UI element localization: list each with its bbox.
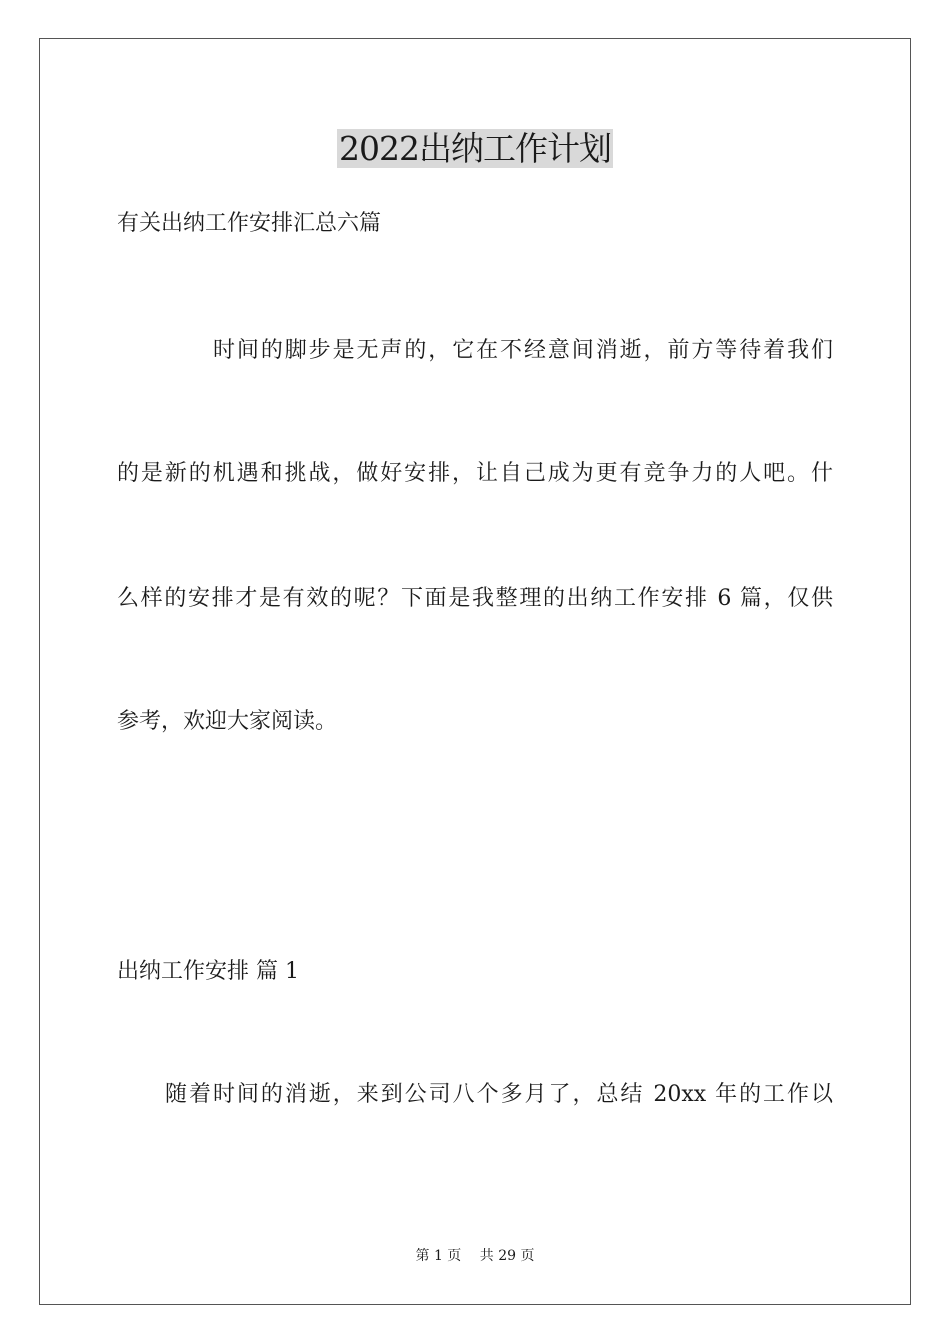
subtitle: 有关出纳工作安排汇总六篇 <box>117 211 382 236</box>
intro-line-2: 的是新的机遇和挑战，做好安排，让自己成为更有竞争力的人吧。什 <box>117 461 833 486</box>
page-footer <box>0 1247 950 1265</box>
title-text: 2022出纳工作计划 <box>339 129 611 168</box>
section-first-line: 随着时间的消逝，来到公司八个多月了，总结 20xx 年的工作以 <box>165 1082 833 1107</box>
section-heading: 出纳工作安排 篇 1 <box>117 959 299 984</box>
page-indicator: 第 1 页 共 29 页 <box>415 1248 535 1264</box>
intro-line-4: 参考，欢迎大家阅读。 <box>117 709 338 734</box>
intro-line-3: 么样的安排才是有效的呢？下面是我整理的出纳工作安排 6 篇，仅供 <box>117 586 833 611</box>
intro-line-1: 时间的脚步是无声的，它在不经意间消逝，前方等待着我们 <box>213 338 833 363</box>
document-title <box>0 128 950 170</box>
